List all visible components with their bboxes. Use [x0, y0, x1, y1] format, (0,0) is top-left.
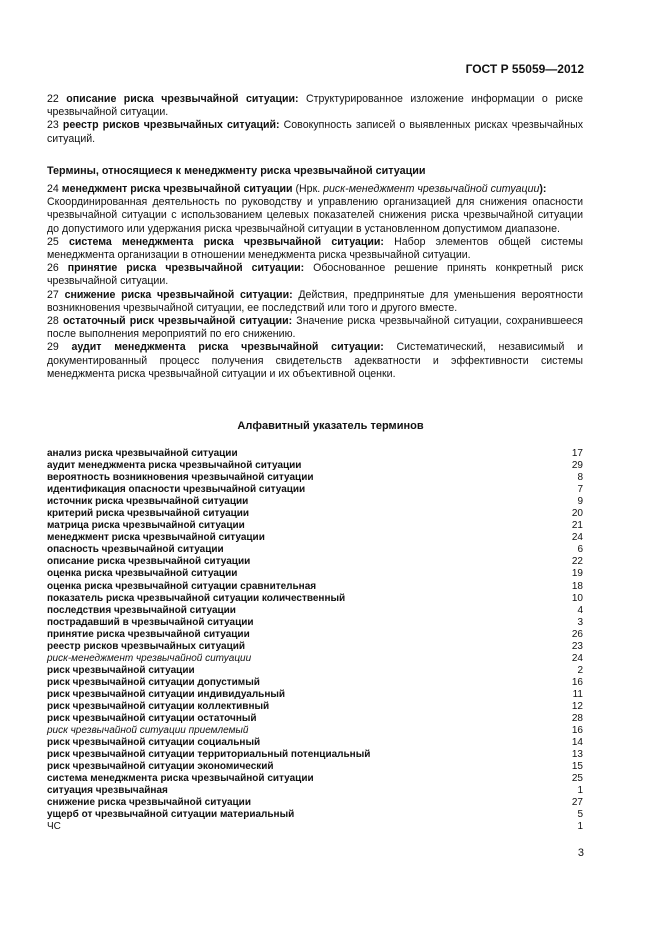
- term-26: [47, 262, 583, 288]
- index-term-number: 29: [571, 460, 583, 472]
- index-term-number: 10: [571, 592, 583, 604]
- section-title: Термины, относящиеся к менеджменту риска чрезвычайной ситуации: [47, 164, 426, 177]
- index-term-number: 2: [577, 664, 583, 676]
- index-entry: [47, 809, 583, 821]
- index-term-number: 20: [571, 508, 583, 520]
- index-term-number: 24: [571, 652, 583, 664]
- index-entry: [47, 544, 583, 556]
- index-term: оценка риска чрезвычайной ситуации сравнительная: [47, 580, 317, 592]
- index-entry: [47, 701, 583, 713]
- index-term-number: 16: [571, 725, 583, 737]
- index-term-number: 17: [571, 448, 583, 459]
- index-term: риск чрезвычайной ситуации: [47, 664, 195, 676]
- term-alt-name: риск-менеджмент чрезвычайной ситуации: [323, 183, 540, 196]
- index-term-number: 27: [571, 797, 583, 809]
- terms-content: [47, 93, 583, 381]
- index-term: описание риска чрезвычайной ситуации: [47, 556, 251, 568]
- index-term: риск-менеджмент чрезвычайной ситуации: [47, 652, 252, 664]
- index-entry: [47, 581, 583, 593]
- index-term-number: 6: [577, 544, 583, 556]
- index-term: анализ риска чрезвычайной ситуации: [47, 448, 238, 459]
- index-term: пострадавший в чрезвычайной ситуации: [47, 616, 254, 628]
- term-definition: Совокупность записей о выявленных рисках чрезвычайных ситуаций.: [47, 119, 583, 145]
- term-definition: Обоснованное решение принять конкретный риск чрезвычайной ситуации.: [47, 262, 583, 288]
- index-term-number: 1: [577, 785, 583, 797]
- term-number: 29: [47, 341, 59, 354]
- term-number: 22: [47, 93, 59, 105]
- index-term: оценка риска чрезвычайной ситуации: [47, 568, 238, 580]
- term-name: реестр рисков чрезвычайных ситуаций:: [62, 119, 280, 132]
- index-term: критерий риска чрезвычайной ситуации: [47, 508, 250, 520]
- term-definition: Скоординированная деятельность по руководству и управлению организацией для снижения опасности чрезвычайной ситуации с использованием целевых показателей снижения риска чрезвычайной ситуации до допустимого или удержания риска чрезвычайной ситуации в установленном допустимом диапазоне.: [47, 196, 583, 235]
- index-term: вероятность возникновения чрезвычайной ситуации: [47, 472, 314, 484]
- term-22: [47, 93, 583, 119]
- index-entry: [47, 713, 583, 725]
- index-term-number: 3: [577, 616, 583, 628]
- index-term: снижение риска чрезвычайной ситуации: [47, 797, 251, 809]
- index-title: Алфавитный указатель терминов: [237, 420, 424, 432]
- index-entry: [47, 761, 583, 773]
- index-term-number: 15: [571, 761, 583, 773]
- page-number: 3: [577, 847, 584, 859]
- term-name: менеджмент риска чрезвычайной ситуации: [61, 183, 293, 196]
- index-term-number: 13: [571, 749, 583, 761]
- index-term-number: 8: [577, 472, 583, 484]
- term-definition: Систематический, независимый и документированный процесс получения свидетельств адекватности и эффективности системы менеджмента риска чрезвычайной ситуации и их объективной оценки.: [47, 341, 584, 380]
- index-entry: [47, 605, 583, 617]
- term-28: [47, 315, 583, 341]
- index-term-number: 5: [577, 809, 583, 821]
- term-23: [47, 119, 583, 145]
- index-term: ситуация чрезвычайная: [47, 785, 168, 797]
- term-definition: Структурированное изложение информации о риске чрезвычайной ситуации.: [47, 93, 583, 119]
- index-term: риск чрезвычайной ситуации коллективный: [47, 700, 270, 712]
- index-entry: [47, 821, 583, 833]
- index-entry: [47, 629, 583, 641]
- index-term: риск чрезвычайной ситуации социальный: [47, 737, 261, 749]
- index-term: риск чрезвычайной ситуации территориальный потенциальный: [47, 749, 371, 761]
- index-term-number: 19: [571, 568, 583, 580]
- index-entry: [47, 665, 583, 677]
- index-term: показатель риска чрезвычайной ситуации количественный: [47, 592, 346, 604]
- index-entry: [47, 508, 583, 520]
- index-term-number: 12: [571, 700, 583, 712]
- index-entry: [47, 448, 583, 460]
- index-term: реестр рисков чрезвычайных ситуаций: [47, 640, 246, 652]
- term-name: остаточный риск чрезвычайной ситуации:: [62, 315, 293, 328]
- term-definition: Набор элементов общей системы менеджмента организации в отношении менеджмента риска чрезвычайной ситуации.: [47, 235, 583, 262]
- index-term: опасность чрезвычайной ситуации: [47, 544, 224, 556]
- standard-header: ГОСТ Р 55059—2012: [465, 62, 584, 76]
- index-term: ущерб от чрезвычайной ситуации материальный: [47, 809, 295, 821]
- term-25: [47, 236, 583, 262]
- index-term-number: 22: [571, 556, 583, 568]
- index-entry: [47, 593, 583, 605]
- index-term-number: 11: [572, 688, 583, 700]
- index-term-number: 4: [577, 604, 583, 616]
- term-name: аудит менеджмента риска чрезвычайной ситуации:: [71, 341, 384, 354]
- term-note-close: ):: [539, 183, 547, 196]
- term-number: 26: [47, 262, 59, 275]
- index-entry: [47, 725, 583, 737]
- index-term: последствия чрезвычайной ситуации: [47, 604, 236, 616]
- index-entry: [47, 460, 583, 472]
- index-term: риск чрезвычайной ситуации экономический: [47, 761, 274, 773]
- index-term: риск чрезвычайной ситуации индивидуальный: [47, 688, 286, 700]
- term-name: система менеджмента риска чрезвычайной ситуации:: [68, 235, 384, 248]
- index-term-number: 14: [571, 737, 583, 749]
- index-entry: [47, 641, 583, 653]
- index-term-number: 23: [571, 640, 583, 652]
- term-number: 24: [47, 183, 59, 196]
- term-name: принятие риска чрезвычайной ситуации:: [67, 262, 305, 275]
- index-entry: [47, 689, 583, 701]
- term-note-open: (Нрк.: [295, 183, 324, 196]
- index-term-number: 21: [571, 520, 583, 532]
- index-entry: [47, 749, 583, 761]
- index-entry: [47, 472, 583, 484]
- term-24: [47, 183, 583, 236]
- index-term: аудит менеджмента риска чрезвычайной ситуации: [47, 460, 302, 472]
- index-entry: [47, 617, 583, 629]
- index-term: система менеджмента риска чрезвычайной ситуации: [47, 773, 314, 785]
- term-definition: Значение риска чрезвычайной ситуации, сохранившееся после выполнения мероприятий по его снижению.: [47, 315, 584, 341]
- index-term-number: 24: [571, 532, 583, 544]
- index-term-number: 28: [571, 713, 583, 725]
- index-term: менеджмент риска чрезвычайной ситуации: [47, 532, 265, 544]
- term-29: [47, 341, 583, 381]
- index-entry: [47, 568, 583, 580]
- term-27: [47, 289, 583, 315]
- index-term: риск чрезвычайной ситуации допустимый: [47, 676, 260, 688]
- index-term: принятие риска чрезвычайной ситуации: [47, 628, 250, 640]
- term-definition: Действия, предпринятые для уменьшения вероятности возникновения чрезвычайной ситуации, ее последствий или того и другого вместе.: [47, 288, 584, 314]
- index-entry: [47, 773, 583, 785]
- index-term-number: 26: [571, 628, 583, 640]
- term-number: 28: [47, 315, 59, 328]
- index-term: ЧС: [47, 821, 61, 833]
- term-number: 27: [47, 288, 59, 301]
- index-term: риск чрезвычайной ситуации приемлемый: [47, 725, 249, 737]
- term-name: описание риска чрезвычайной ситуации:: [66, 93, 299, 105]
- index-term: идентификация опасности чрезвычайной ситуации: [47, 484, 306, 496]
- index-term-number: 16: [571, 676, 583, 688]
- index-term: риск чрезвычайной ситуации остаточный: [47, 713, 257, 725]
- index-entry: [47, 496, 583, 508]
- index-entry: [47, 556, 583, 568]
- index-entry: [47, 653, 583, 665]
- term-name: снижение риска чрезвычайной ситуации:: [64, 288, 293, 301]
- index-entry: [47, 785, 583, 797]
- term-number: 23: [47, 119, 59, 132]
- index-term-number: 7: [577, 484, 583, 496]
- index-entry: [47, 797, 583, 809]
- index-entry: [47, 520, 583, 532]
- term-number: 25: [47, 235, 59, 248]
- index-term-number: 9: [577, 496, 583, 508]
- index-entry: [47, 677, 583, 689]
- alphabetical-index: [47, 448, 583, 834]
- index-entry: [47, 737, 583, 749]
- index-term-number: 25: [571, 773, 583, 785]
- index-entry: [47, 484, 583, 496]
- index-entry: [47, 532, 583, 544]
- index-term: матрица риска чрезвычайной ситуации: [47, 520, 245, 532]
- index-term: источник риска чрезвычайной ситуации: [47, 496, 249, 508]
- index-term-number: 18: [571, 580, 583, 592]
- index-term-number: 1: [577, 821, 583, 833]
